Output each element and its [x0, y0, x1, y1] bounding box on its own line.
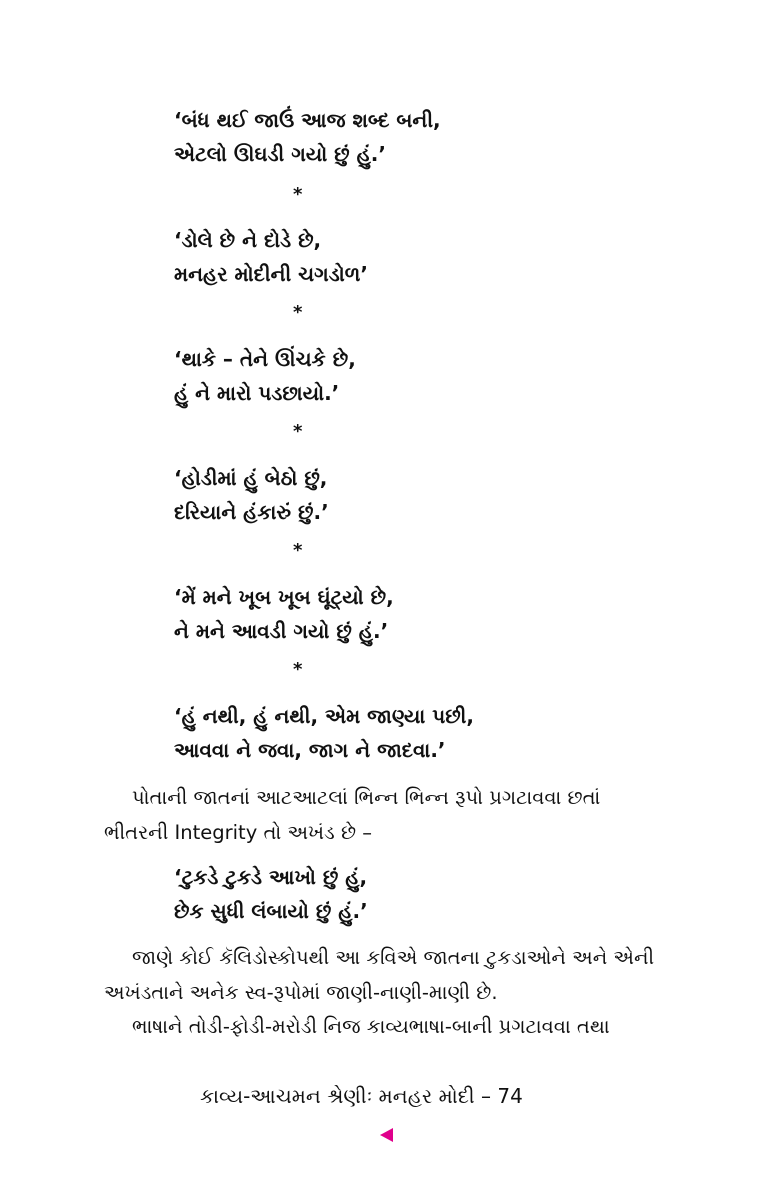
stanza-separator: *: [293, 540, 303, 561]
verse-line: એટલો ઊઘડી ગયો છું હું.’: [174, 142, 387, 166]
paragraph-line: પોતાની જાતનાં આટઆટલાં ભિન્ન ભિન્ન રૂપો પ્રગટાવવા છતાં: [132, 786, 601, 809]
stanza-separator: *: [293, 302, 303, 323]
verse-line: ‘બંધ થઈ જાઉં આજ શબ્દ બની,: [174, 108, 441, 132]
verse-line: ‘હોડીમાં હું બેઠો છું,: [174, 466, 328, 490]
quote-line: છેક સુધી લંબાયો છું હું.’: [174, 899, 368, 923]
paragraph-line: ભાષાને તોડી-ફોડી-મરોડી નિજ કાવ્યભાષા-બાની પ્રગટાવવા તથા: [132, 1015, 610, 1038]
paragraph-line: અખંડતાને અનેક સ્વ-રૂપોમાં જાણી-નાણી-માણી છે.: [104, 981, 498, 1004]
paragraph-line: જાણે કોઈ કૅલિડોસ્કોપથી આ કવિએ જાતના ટુકડાઓને અને એની: [132, 946, 655, 969]
verse-line: હું ને મારો પડછાયો.’: [174, 381, 340, 405]
verse-line: આવવા ને જવા, જાગ ને જાદવા.’: [174, 738, 446, 762]
page-footer: કાવ્ય-આચમન શ્રેણીઃ મનહર મોદી – 74: [200, 1084, 523, 1108]
verse-line: મનહર મોદીની ચગડોળ’: [174, 262, 368, 286]
verse-line: ‘મેં મને ખૂબ ખૂબ ઘૂંટ્યો છે,: [174, 585, 394, 609]
stanza-separator: *: [293, 184, 303, 205]
verse-line: ‘ડોલે છે ને દોડે છે,: [174, 228, 322, 252]
verse-line: દરિયાને હંકારું છું.’: [174, 500, 329, 524]
stanza-separator: *: [293, 659, 303, 680]
verse-line: ‘હું નથી, હું નથી, એમ જાણ્યા પછી,: [174, 704, 474, 728]
verse-line: ‘થાકે – તેને ઊંચકે છે,: [174, 347, 356, 371]
prev-page-icon[interactable]: [380, 1128, 393, 1142]
verse-line: ને મને આવડી ગયો છું હું.’: [174, 619, 389, 643]
stanza-separator: *: [293, 421, 303, 442]
quote-line: ‘ટુકડે ટુકડે આખો છું હું,: [174, 865, 368, 889]
paragraph-line: ભીતરની Integrity તો અખંડ છે –: [104, 821, 372, 844]
